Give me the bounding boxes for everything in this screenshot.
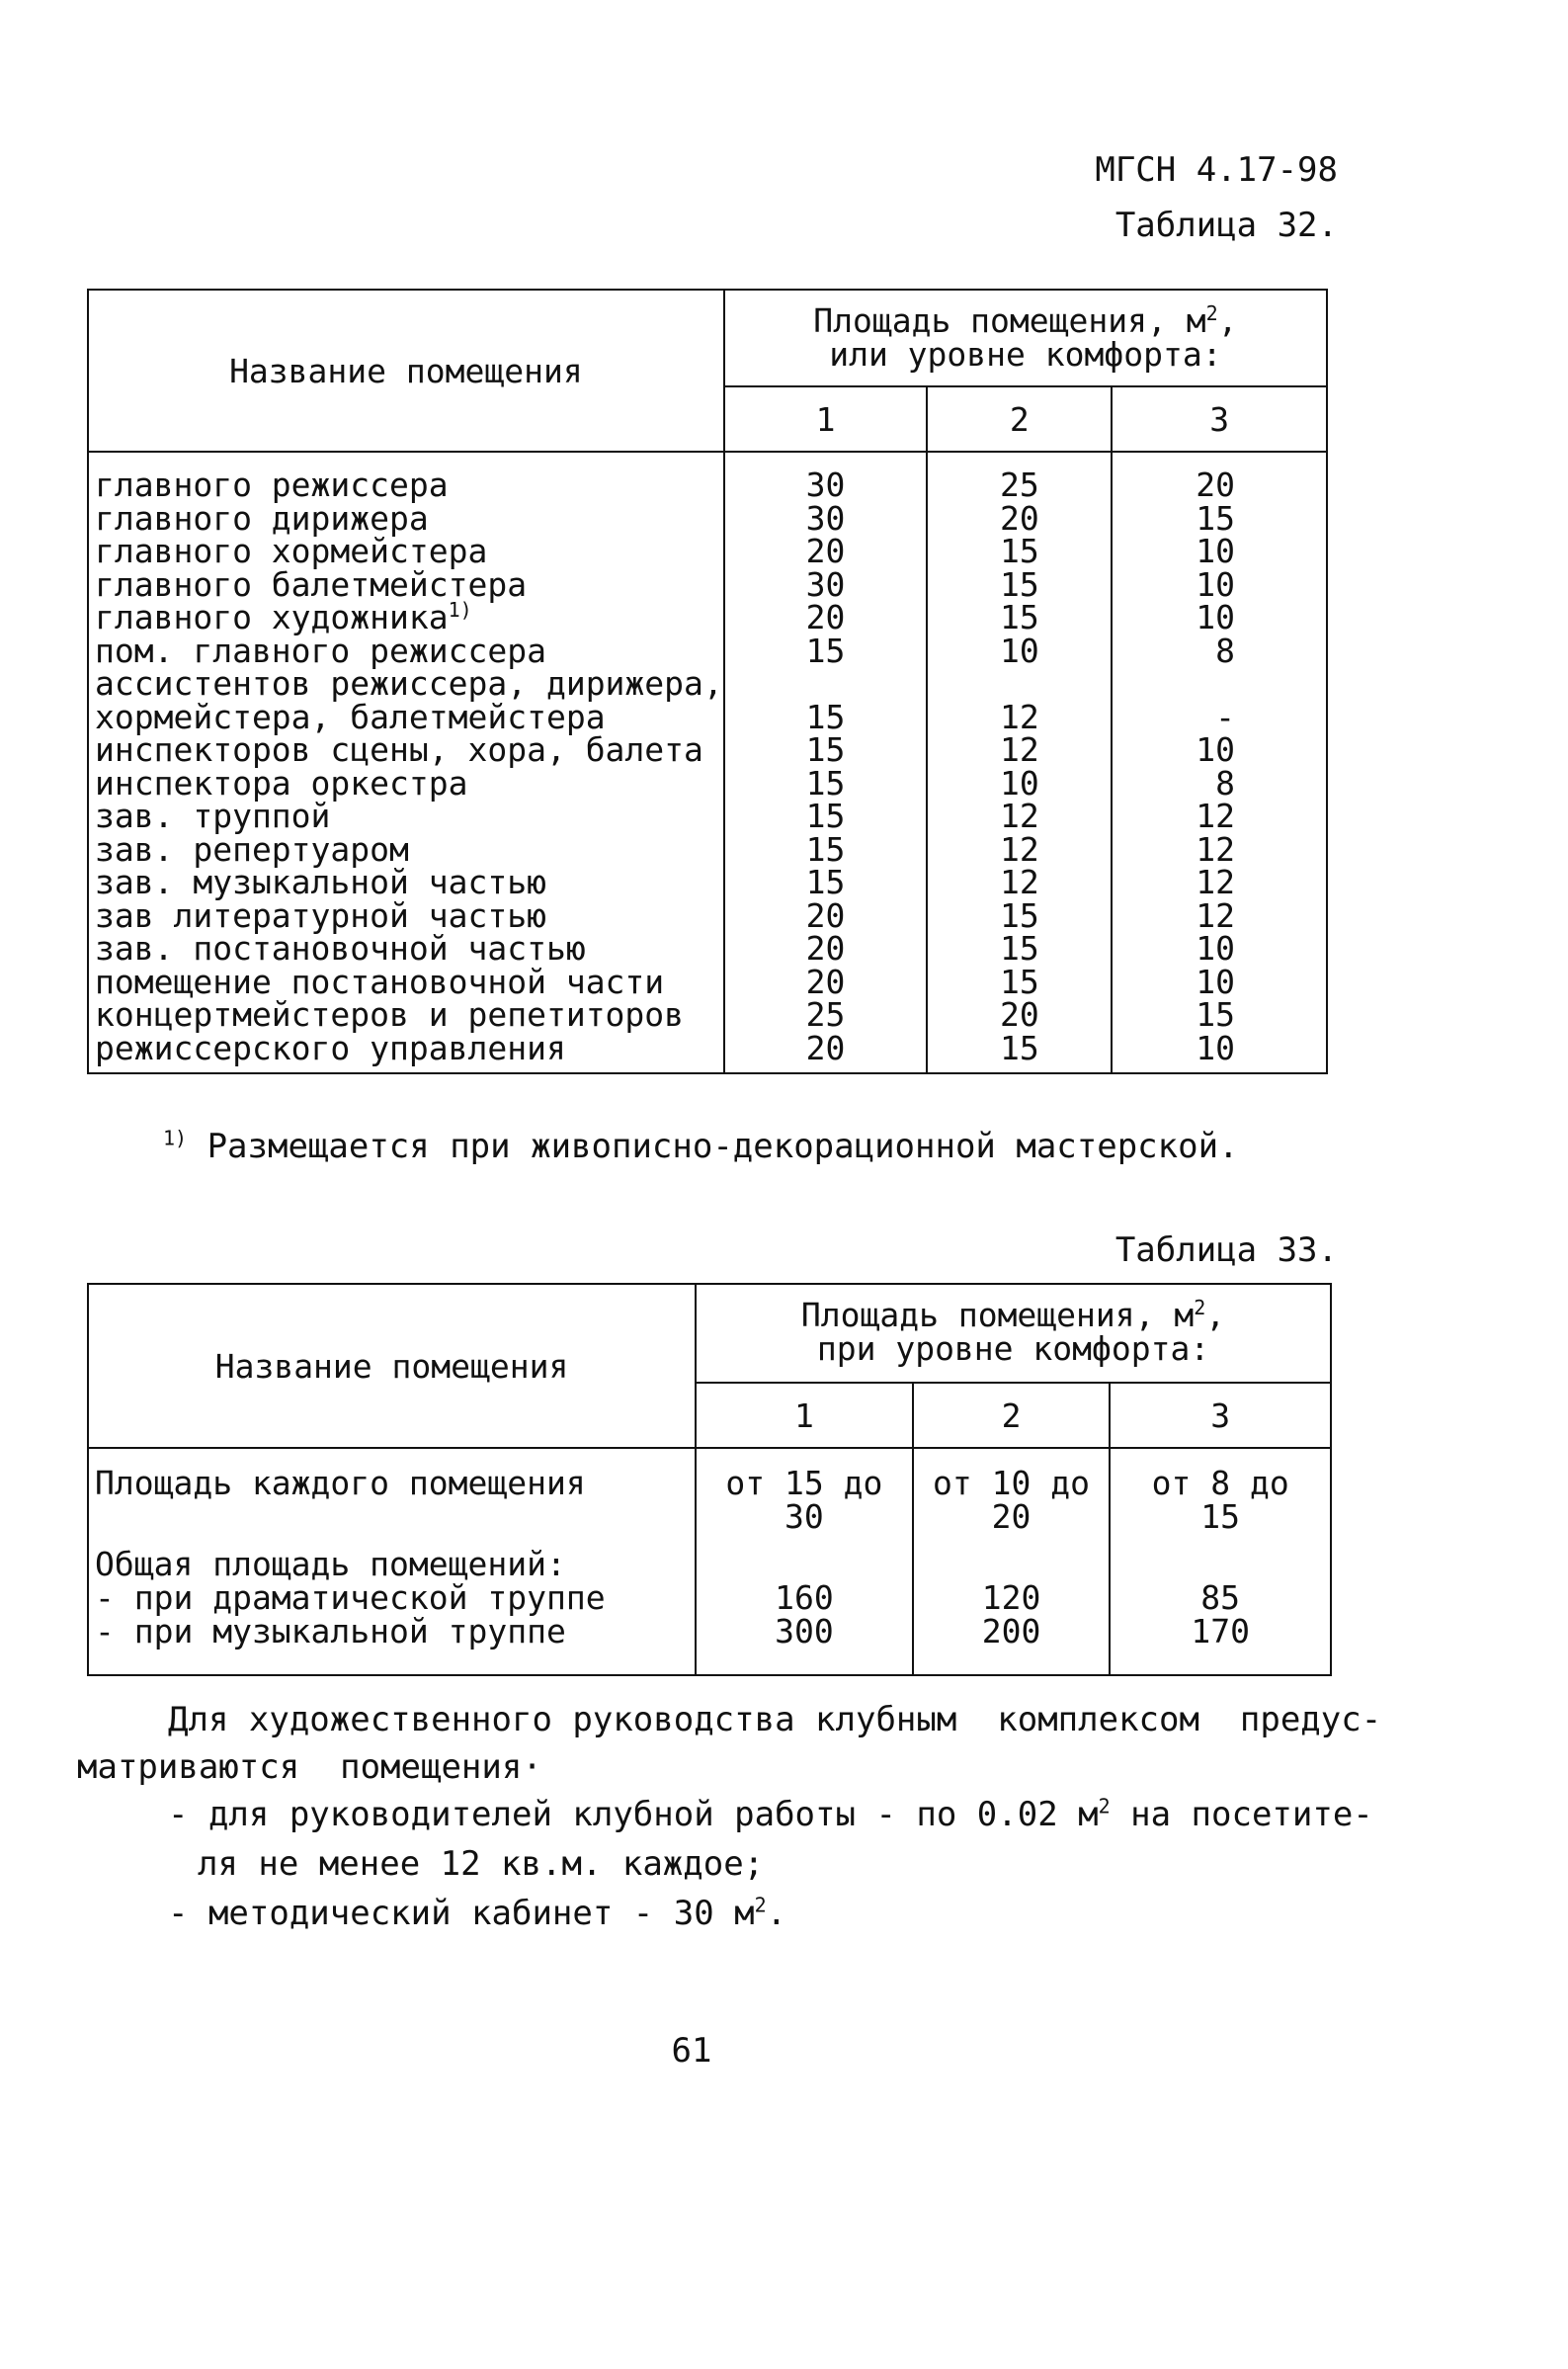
table33-row2-drama: - при драматической труппе [95,1578,606,1617]
footnote-mark: 1) [163,1126,188,1150]
table32-row-name: инспекторов сцены, хора, балета [95,730,703,769]
table32-level-3: 3 [1112,386,1327,452]
table32-row-name: концертмейстеров и репетиторов [95,995,685,1034]
table32-header-area-line2: или уровне комфорта: [829,335,1222,374]
table33-level-3: 3 [1110,1383,1331,1448]
table32-row-name: зав. музыкальной частью [95,863,546,901]
table33-header-area: Площадь помещения, $м^2$, при уровне комфорта: [696,1284,1331,1383]
list-item-1: - для руководителей клубной работы - по 0.02 $м^2$ на посетите- [168,1794,1373,1834]
table32-header-area: Площадь помещения, $м^2$, или уровне комфорта: [724,290,1327,386]
table32-header-name: Название помещения [88,290,724,452]
footnote-ref: 1) [448,598,472,622]
footnote [163,1127,1239,1166]
paragraph-line2: матриваются помещения· [77,1747,542,1787]
table33-header-name: Название помещения [88,1284,696,1448]
table32-row-name: главного художника$^{1)}$ [95,598,472,636]
table33-row2-music: - при музыкальной труппе [95,1612,566,1650]
table33-row1-name: Площадь каждого помещения [95,1464,586,1502]
paragraph-line1: Для художественного руководства клубным комплексом предус- [168,1700,1382,1739]
table32-row-name: хормейстера, балетмейстера [95,697,606,736]
footnote-text: Размещается при живописно-декорационной мастерской. [206,1127,1239,1166]
table33-level1-values: от 15 до 30 160 300 [696,1448,913,1675]
table33-names [88,1448,696,1675]
table33-row2-title: Общая площадь помещений: [95,1545,566,1583]
table32-level2-column: 25 20 15 15 15 10 12 12 10 12 12 12 15 15 15 20 15 [927,452,1112,1073]
table33-caption: Таблица 33. [1114,1230,1338,1270]
table32-row-name: зав. труппой [95,797,331,835]
table32-row-name: помещение постановочной части [95,962,665,1001]
table32-row-name: ассистентов режиссера, дирижера, [95,664,723,703]
table33-level2-values: от 10 до 20 120 200 [913,1448,1111,1675]
table32-row-name: зав литературной частью [95,895,546,935]
document-code: МГСН 4.17-98 [1095,150,1338,190]
table32-row-name: главного режиссера [95,465,449,504]
list-item-1-cont: ля не менее 12 кв.м. каждое; [198,1844,765,1884]
table32-level-2: 2 [927,386,1112,452]
table32-row-name: пом. главного режиссера [95,631,546,670]
table32-row-name: зав. постановочной частью [95,929,586,968]
table32-name-column [88,452,724,1073]
table32-level3-column: 20 15 10 10 10 8 - 10 8 12 12 12 12 10 10 15 10 [1112,452,1327,1073]
table32-row-name: режиссерского управления [95,1028,566,1067]
table33-level3-values: от 8 до 15 85 170 [1110,1448,1331,1675]
table32-row-name: зав. репертуаром [95,829,409,869]
list-item-2: - методический кабинет - 30 $м^2$. [168,1893,787,1933]
table32-caption: Таблица 32. [1114,206,1338,245]
page-number: 61 [671,2031,712,2071]
table32-row-name: главного балетмейстера [95,564,528,604]
table32-row-name: инспектора оркестра [95,763,468,803]
table32-level-1: 1 [724,386,928,452]
table-33 [87,1283,1332,1676]
table-32 [87,289,1328,1074]
table33-level-1: 1 [696,1383,913,1448]
table32-header-area-line1: Площадь помещения, м [813,301,1206,340]
table32-row-name: главного хормейстера [95,532,488,570]
superscript: 2 [1205,301,1218,325]
table33-level-2: 2 [913,1383,1111,1448]
table32-row-name: главного дирижера [95,498,429,538]
table32-level1-column: 30 30 20 30 20 15 15 15 15 15 15 15 20 20 20 25 20 [724,452,928,1073]
superscript: 2 [1194,1296,1206,1319]
